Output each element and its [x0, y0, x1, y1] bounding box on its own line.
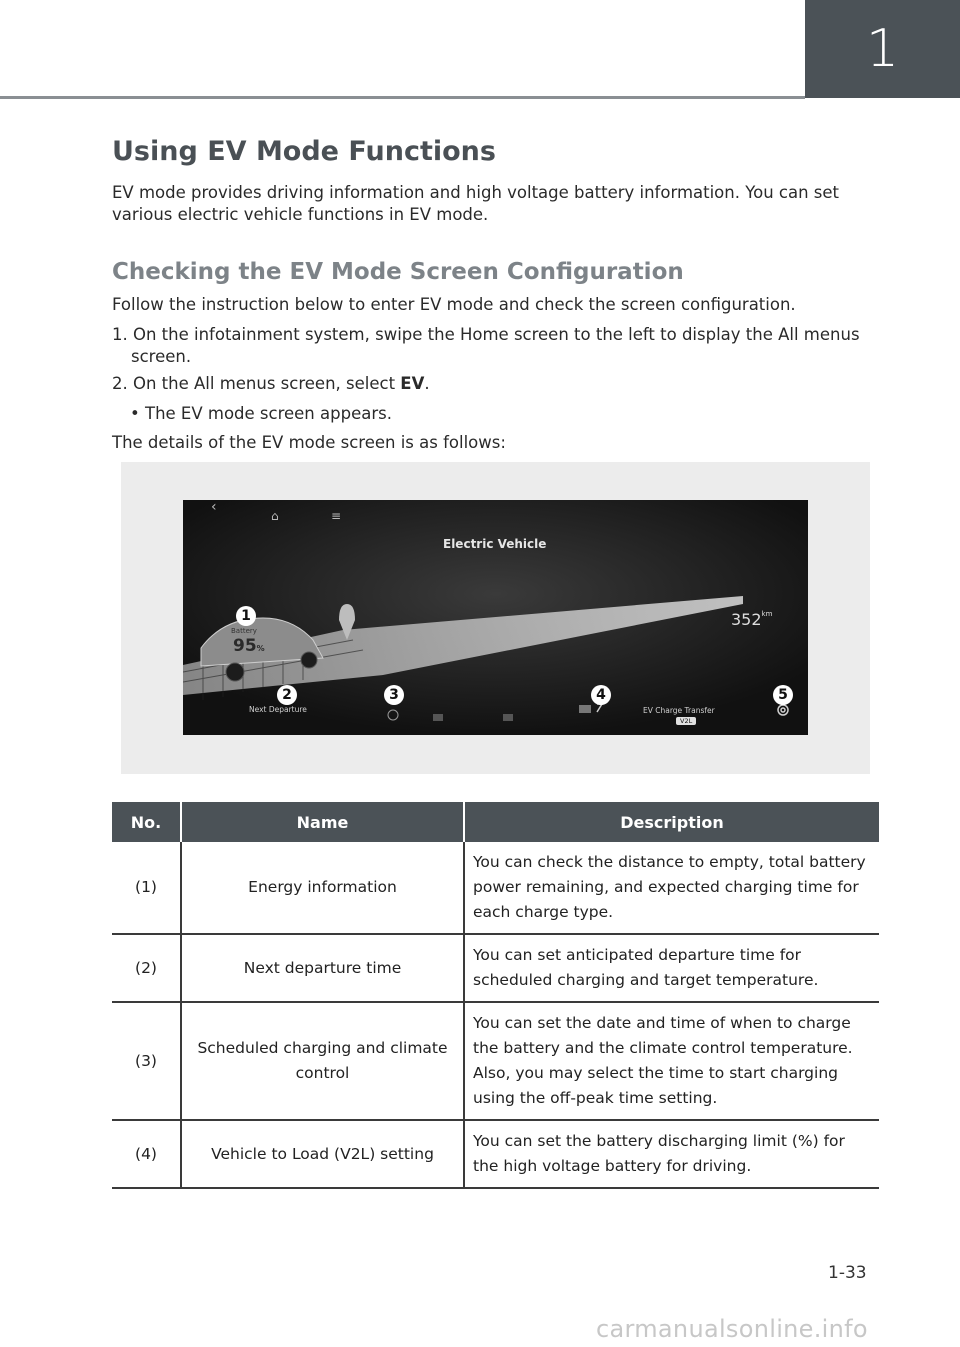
- description-table: [112, 802, 879, 1189]
- callout-2: 2: [277, 685, 297, 705]
- header-description: Description: [464, 802, 879, 842]
- row-name: Energy information: [181, 842, 464, 934]
- row-name: Vehicle to Load (V2L) setting: [181, 1120, 464, 1188]
- row-name: Scheduled charging and climate control: [181, 1002, 464, 1120]
- range-readout: [731, 610, 772, 629]
- table-row: [112, 934, 879, 1002]
- bullet-dot: •: [130, 404, 145, 423]
- range-unit: km: [761, 610, 773, 618]
- row-no: (3): [112, 1002, 181, 1120]
- step-1: [112, 324, 882, 368]
- row-description: You can set the battery discharging limit (%) for the high voltage battery for driving.: [464, 1120, 879, 1188]
- row-description: You can set anticipated departure time for scheduled charging and target temperature.: [464, 934, 879, 1002]
- screen-title: Electric Vehicle: [443, 537, 547, 551]
- step-2: [112, 373, 882, 395]
- section-lead: Follow the instruction below to enter EV mode and check the screen configuration.: [112, 295, 796, 314]
- svg-text:≡: ≡: [331, 509, 342, 523]
- table-row: [112, 1002, 879, 1120]
- callout-5: 5: [773, 685, 793, 705]
- step-2-suffix: .: [424, 374, 430, 393]
- row-no: (1): [112, 842, 181, 934]
- row-description: You can set the date and time of when to charge the battery and the climate control temperature. Also, you may select the time to start charging using the off-peak time setting.: [464, 1002, 879, 1120]
- callout-3: 3: [384, 685, 404, 705]
- table-row: [112, 842, 879, 934]
- bullet-text: The EV mode screen appears.: [144, 404, 392, 423]
- ev-mode-screenshot: [183, 500, 808, 735]
- step-1-text: 1. On the infotainment system, swipe the Home screen to the left to display the All menus screen.: [112, 325, 860, 366]
- header-rule: [0, 96, 805, 99]
- table-header-row: [112, 802, 879, 842]
- chapter-tab: [805, 0, 960, 98]
- details-intro: The details of the EV mode screen is as follows:: [112, 433, 506, 452]
- battery-label: Battery: [231, 627, 257, 635]
- ev-screen-graphic: [183, 500, 808, 735]
- ev-charge-transfer-label: EV Charge Transfer: [643, 706, 715, 715]
- battery-unit: %: [256, 644, 265, 653]
- row-no: (2): [112, 934, 181, 1002]
- battery-readout: [233, 636, 265, 656]
- svg-text:‹: ‹: [211, 500, 217, 515]
- row-name: Next departure time: [181, 934, 464, 1002]
- row-description: You can check the distance to empty, total battery power remaining, and expected charging time for each charge type.: [464, 842, 879, 934]
- step-2-prefix: 2. On the All menus screen, select: [112, 374, 401, 393]
- car-wheel-front: [301, 652, 317, 668]
- bullet-item: [130, 403, 900, 425]
- intro-paragraph: EV mode provides driving information and high voltage battery information. You can set various electric vehicle functions in EV mode.: [112, 183, 840, 224]
- header-no: No.: [112, 802, 181, 842]
- table-row: [112, 1120, 879, 1188]
- car-wheel-rear: [226, 663, 244, 681]
- section-title: Checking the EV Mode Screen Configuration: [112, 259, 684, 285]
- page-title: Using EV Mode Functions: [112, 136, 496, 167]
- watermark: carmanualsonline.info: [596, 1315, 868, 1343]
- row-no: (4): [112, 1120, 181, 1188]
- page-number: 1-33: [828, 1263, 867, 1283]
- chapter-number: 1: [865, 19, 900, 79]
- header-name: Name: [181, 802, 464, 842]
- callout-4: 4: [591, 685, 611, 705]
- range-value: 352: [731, 610, 762, 629]
- next-departure-label: Next Departure: [249, 705, 307, 714]
- v2l-badge: V2L: [676, 717, 696, 725]
- battery-value: 95: [233, 636, 257, 656]
- svg-text:⌂: ⌂: [271, 509, 279, 523]
- callout-1: 1: [236, 606, 256, 626]
- step-2-bold: EV: [400, 374, 425, 393]
